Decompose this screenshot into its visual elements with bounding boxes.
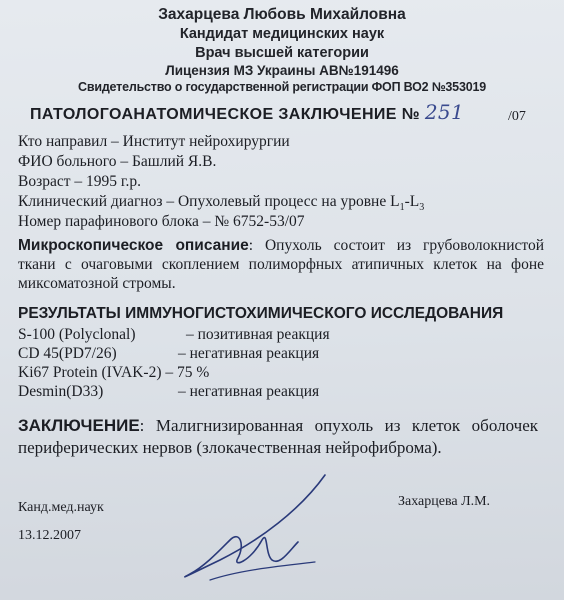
handwritten-report-number: 251: [424, 100, 465, 124]
result-row: [18, 326, 330, 344]
footer-date: 13.12.2007: [18, 528, 81, 543]
microscopy-label: Микроскопическое описание: [18, 237, 249, 254]
conclusion-text: : Малигнизированная опухоль из клеток оболочек периферических нервов (злокачественная нейрофиброма).: [18, 416, 538, 457]
patient-name: ФИО больного – Башлий Я.В.: [18, 153, 217, 170]
referred-by: Кто направил – Институт нейрохирургии: [18, 133, 290, 150]
result-row: [18, 383, 320, 401]
result-value: – позитивная реакция: [186, 326, 330, 343]
handwritten-signature: [150, 470, 380, 590]
result-value: – негативная реакция: [178, 383, 320, 400]
report-title-row: [30, 100, 464, 124]
report-title: ПАТОЛОГОАНАТОМИЧЕСКОЕ ЗАКЛЮЧЕНИЕ №: [30, 106, 420, 123]
patient-age: Возраст – 1995 г.р.: [18, 173, 141, 190]
conclusion: [18, 415, 538, 459]
result-row: [18, 364, 209, 382]
result-marker: S-100 (Polyclonal): [18, 326, 136, 343]
result-marker: Ki67 Protein (IVAK-2) – 75 %: [18, 364, 210, 381]
result-value: – негативная реакция: [178, 345, 320, 362]
paraffin-block-number: Номер парафинового блока – № 6752-53/07: [18, 213, 305, 230]
clinical-diagnosis: Клинический диагноз – Опухолевый процесс на уровне $L_1-L_3$: [18, 193, 425, 214]
doctor-name: Захарцева Любовь Михайловна: [158, 6, 406, 23]
report-number-suffix: /07: [508, 109, 526, 124]
microscopy-text: : Опухоль состоит из грубоволокнистой ткани с очаговыми скоплением полиморфных атипичных клеток на фоне миксоматозной стромы.: [18, 237, 545, 292]
doctor-category: Врач высшей категории: [195, 45, 369, 61]
results-heading: РЕЗУЛЬТАТЫ ИММУНОГИСТОХИМИЧЕСКОГО ИССЛЕДОВАНИЯ: [18, 305, 504, 322]
result-marker: CD 45(PD7/26): [18, 345, 117, 362]
result-marker: Desmin(D33): [18, 383, 104, 400]
license-line: Лицензия МЗ Украины АВ№191496: [165, 63, 399, 78]
footer-signer: Захарцева Л.М.: [398, 494, 491, 509]
certificate-line: Свидетельство о государственной регистрации ФОП ВО2 №353019: [78, 80, 486, 94]
microscopy-description: [18, 236, 544, 293]
conclusion-label: ЗАКЛЮЧЕНИЕ: [18, 416, 140, 435]
footer-credential: Канд.мед.наук: [18, 500, 104, 515]
result-row: [18, 345, 320, 363]
doctor-degree: Кандидат медицинских наук: [179, 26, 385, 42]
